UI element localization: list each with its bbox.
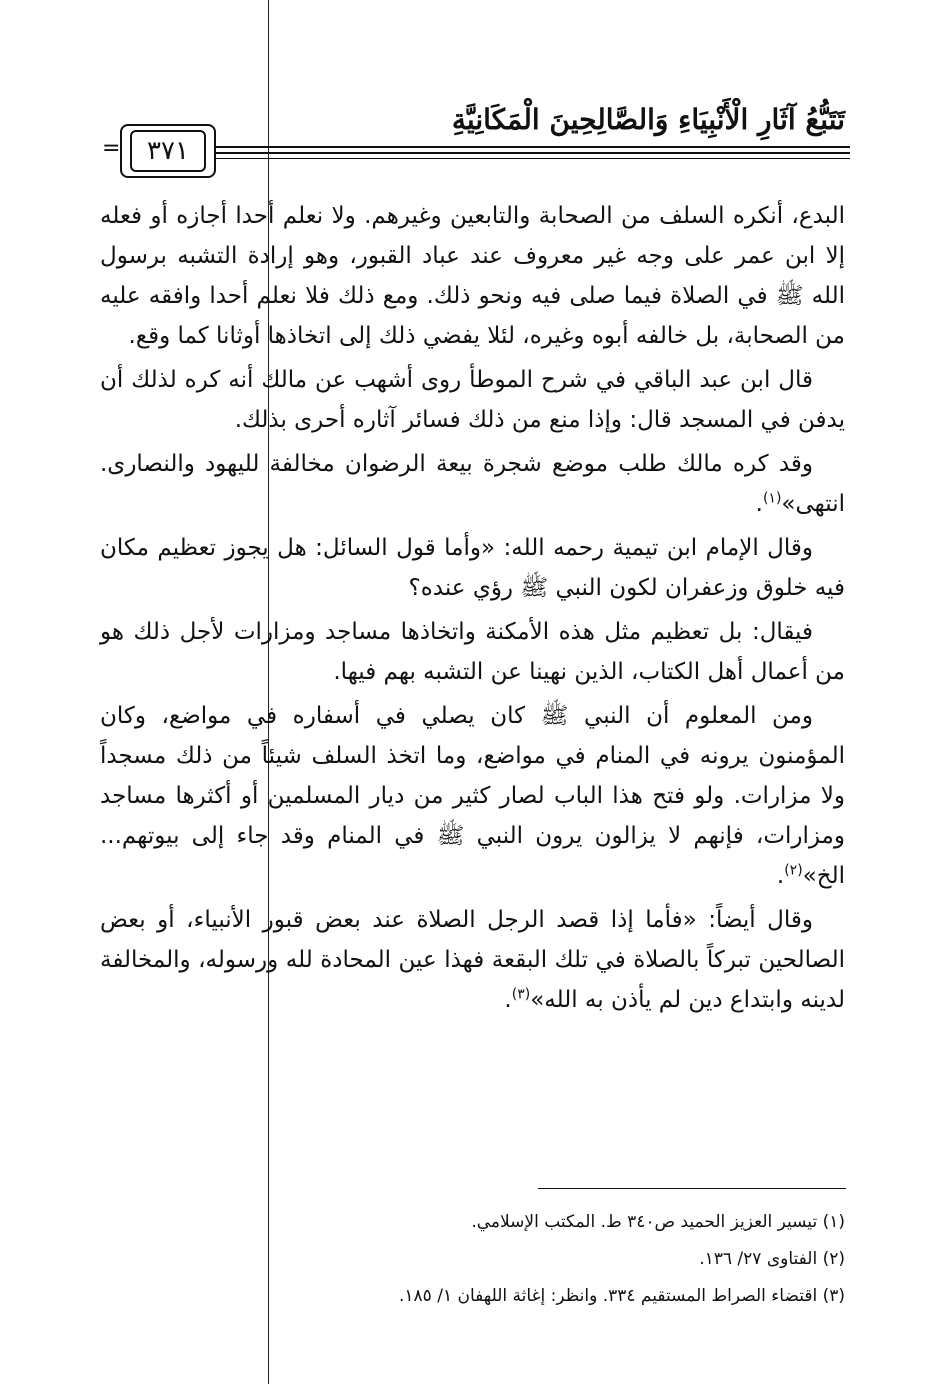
- paragraph-text: وقال الإمام ابن تيمية رحمه الله: «وأما قول السائل: هل يجوز تعظيم مكان فيه خلوق وزعفران لكون النبي ﷺ رؤي عنده؟: [100, 535, 845, 601]
- paragraph-text: وقد كره مالك طلب موضع شجرة بيعة الرضوان مخالفة لليهود والنصارى. انتهى»: [100, 451, 845, 517]
- header-rule-middle: [210, 152, 850, 154]
- header-rule-top: [210, 146, 850, 148]
- running-header-title: تَتَبُّعُ آثَارِ الْأَنْبِيَاءِ وَالصَّالِحِينَ الْمَكَانِيَّةِ: [451, 103, 845, 136]
- footnote: (٢) الفتاوى ٢٧/ ١٣٦.: [699, 1249, 845, 1269]
- paragraph: [100, 360, 845, 440]
- footnote-marker: (٢): [784, 862, 803, 879]
- paragraph: ومن المعلوم أن النبي ﷺ كان يصلي في أسفاره في مواضع، وكان المؤمنون يرونه في المنام في مواضع، وما اتخذ السلف شيئاً من ذلك مسجداً ولا مزارات. ولو فتح هذا الباب لصار كثير من ديار المسلمين أو أكثرها مساجد ومزارات، فإنهم لا يزالون يرون النبي ﷺ في المنام وقد جاء إلى بيوتهم... الخ»$^{(٢)}$.: [100, 703, 845, 889]
- footnote-marker: (١): [762, 490, 782, 507]
- paragraph: وقد كره مالك طلب موضع شجرة بيعة الرضوان مخالفة لليهود والنصارى. انتهى»$^{(١)}$.: [100, 451, 845, 517]
- paragraph-text: فيقال: بل تعظيم مثل هذه الأمكنة واتخاذها مساجد ومزارات لأجل ذلك هو من أعمال أهل الكتاب، الذين نهينا عن التشبه بهم فيها.: [100, 619, 845, 685]
- paragraph-text: وقال أيضاً: «فأما إذا قصد الرجل الصلاة عند بعض قبور الأنبياء، أو بعض الصالحين تبركاً بالصلاة في تلك البقعة فهذا عين المحادة لله ورسوله، والمخالفة لدينه وابتداع دين لم يأذن به الله»: [100, 907, 845, 1013]
- footnote-separator: [538, 1188, 846, 1189]
- paragraph: [100, 612, 845, 692]
- paragraph: [100, 528, 845, 608]
- footnote-marker: (٣): [511, 986, 531, 1003]
- paragraph-text: البدع، أنكره السلف من الصحابة والتابعين وغيرهم. ولا نعلم أحدا أجازه أو فعله إلا ابن عمر على وجه غير معروف عند عباد القبور، وهو إرادة التشبه برسول الله ﷺ في الصلاة فيما صلى فيه ونحو ذلك. ومع ذلك فلا نعلم أحدا وافقه عليه من الصحابة، بل خالفه أبوه وغيره، لئلا يفضي ذلك إلى اتخاذها أوثانا كما وقع.: [100, 203, 845, 349]
- body-text: [100, 196, 845, 1024]
- paragraph-text: ومن المعلوم أن النبي ﷺ كان يصلي في أسفاره في مواضع، وكان المؤمنون يرونه في المنام في مواضع، وما اتخذ السلف شيئاً من ذلك مسجداً ولا مزارات. ولو فتح هذا الباب لصار كثير من ديار المسلمين أو أكثرها مساجد ومزارات، فإنهم لا يزالون يرون النبي ﷺ في المنام وقد جاء إلى بيوتهم... الخ»: [100, 703, 845, 889]
- header-edge-mark: =: [102, 136, 121, 161]
- footnote: (٣) اقتضاء الصراط المستقيم ٣٣٤. وانظر: إغاثة اللهفان ١/ ١٨٥.: [399, 1286, 845, 1306]
- header-rule-bottom: [210, 158, 850, 159]
- footnote: (١) تيسير العزيز الحميد ص٣٤٠ ط. المكتب الإسلامي.: [471, 1212, 845, 1232]
- footnotes: [300, 1204, 845, 1315]
- paragraph: وقال أيضاً: «فأما إذا قصد الرجل الصلاة عند بعض قبور الأنبياء، أو بعض الصالحين تبركاً بالصلاة في تلك البقعة فهذا عين المحادة لله ورسوله، والمخالفة لدينه وابتداع دين لم يأذن به الله»$^{(٣)}$.: [100, 907, 845, 1013]
- paragraph: [100, 196, 845, 356]
- page-number: ٣٧١: [130, 130, 206, 172]
- paragraph-text: قال ابن عبد الباقي في شرح الموطأ روى أشهب عن مالك أنه كره لذلك أن يدفن في المسجد قال: وإذا منع من ذلك فسائر آثاره أحرى بذلك.: [100, 367, 845, 433]
